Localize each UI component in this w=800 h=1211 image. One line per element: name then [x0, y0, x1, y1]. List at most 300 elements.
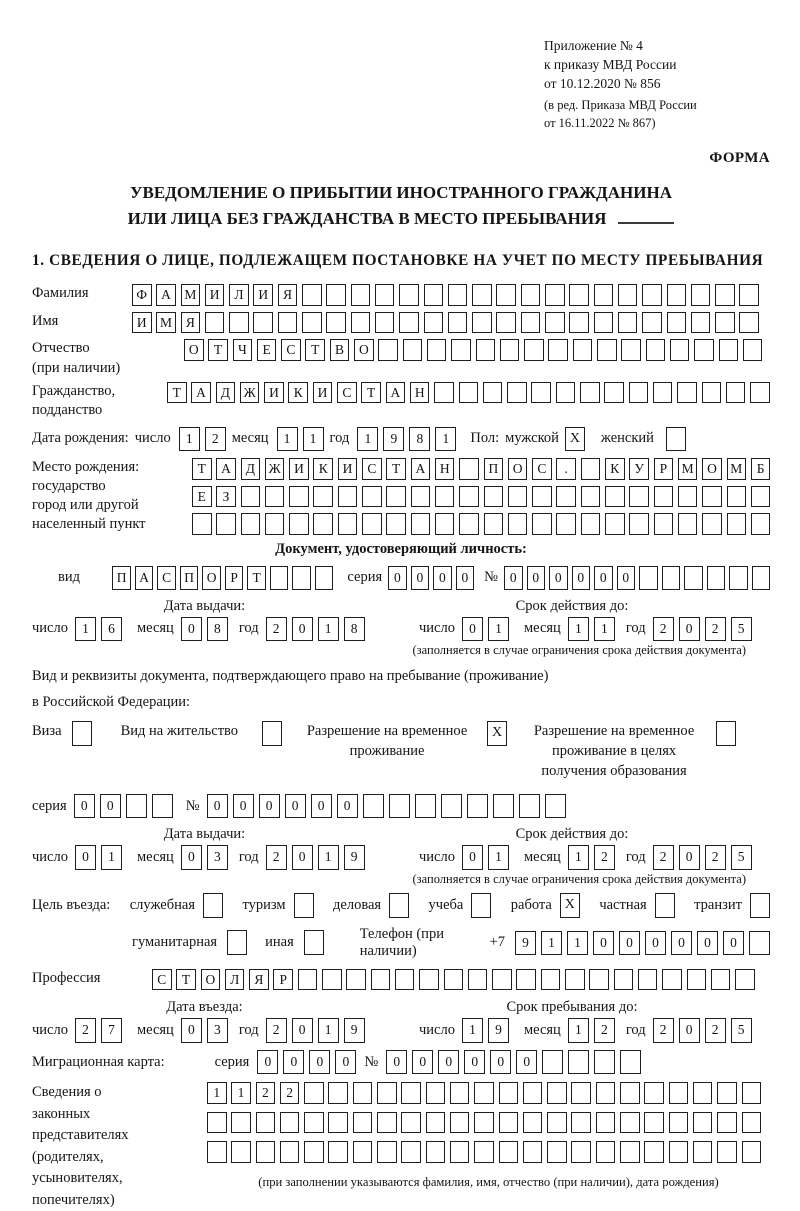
char-cell[interactable] — [256, 1112, 276, 1134]
char-cell[interactable] — [717, 1141, 737, 1163]
char-cell[interactable] — [654, 513, 674, 535]
char-cell[interactable] — [620, 1050, 641, 1075]
char-cell[interactable] — [411, 486, 431, 508]
char-cell[interactable]: 1 — [488, 845, 509, 870]
char-cell[interactable]: Д — [216, 382, 236, 404]
char-cell[interactable] — [596, 1141, 616, 1163]
char-cell[interactable]: 1 — [231, 1082, 251, 1104]
char-cell[interactable] — [571, 1112, 591, 1134]
char-cell[interactable]: П — [484, 458, 504, 480]
char-cell[interactable]: С — [152, 969, 172, 991]
char-cell[interactable] — [377, 1082, 397, 1104]
char-cell[interactable] — [542, 1050, 563, 1075]
char-cell[interactable] — [739, 284, 759, 306]
char-cell[interactable] — [304, 1141, 324, 1163]
char-cell[interactable]: С — [281, 339, 301, 361]
char-cell[interactable]: 0 — [181, 845, 202, 870]
char-cell[interactable] — [742, 1141, 762, 1163]
char-cell[interactable] — [499, 1082, 519, 1104]
char-cell[interactable] — [375, 284, 395, 306]
char-cell[interactable]: 0 — [100, 794, 121, 819]
char-cell[interactable]: 0 — [292, 845, 313, 870]
char-cell[interactable] — [644, 1112, 664, 1134]
char-cell[interactable] — [441, 794, 462, 819]
char-cell[interactable]: 6 — [101, 617, 122, 642]
char-cell[interactable] — [326, 284, 346, 306]
char-cell[interactable] — [589, 969, 609, 991]
char-cell[interactable] — [328, 1112, 348, 1134]
char-cell[interactable]: 8 — [344, 617, 365, 642]
char-cell[interactable] — [472, 284, 492, 306]
char-cell[interactable] — [532, 513, 552, 535]
char-cell[interactable]: 0 — [723, 931, 744, 956]
char-cell[interactable]: 0 — [283, 1050, 304, 1075]
char-cell[interactable] — [371, 969, 391, 991]
char-cell[interactable]: 2 — [205, 427, 226, 452]
char-cell[interactable] — [638, 969, 658, 991]
char-cell[interactable] — [253, 312, 273, 334]
char-cell[interactable] — [231, 1141, 251, 1163]
char-cell[interactable] — [604, 382, 624, 404]
char-cell[interactable] — [569, 284, 589, 306]
purpose-transit-checkbox[interactable] — [750, 893, 770, 918]
char-cell[interactable] — [304, 1082, 324, 1104]
char-cell[interactable]: 1 — [568, 1018, 589, 1043]
char-cell[interactable]: Ж — [240, 382, 260, 404]
char-cell[interactable] — [126, 794, 147, 819]
char-cell[interactable]: 1 — [277, 427, 298, 452]
char-cell[interactable]: 8 — [409, 427, 430, 452]
char-cell[interactable]: 2 — [266, 1018, 287, 1043]
char-cell[interactable] — [353, 1082, 373, 1104]
char-cell[interactable] — [476, 339, 496, 361]
char-cell[interactable]: 0 — [337, 794, 358, 819]
char-cell[interactable] — [450, 1082, 470, 1104]
char-cell[interactable] — [353, 1112, 373, 1134]
char-cell[interactable] — [265, 486, 285, 508]
char-cell[interactable] — [338, 486, 358, 508]
char-cell[interactable] — [207, 1141, 227, 1163]
char-cell[interactable]: 2 — [594, 845, 615, 870]
char-cell[interactable]: Л — [229, 284, 249, 306]
purpose-study-checkbox[interactable] — [471, 893, 491, 918]
char-cell[interactable] — [322, 969, 342, 991]
char-cell[interactable] — [662, 566, 681, 590]
char-cell[interactable] — [363, 794, 384, 819]
char-cell[interactable]: 0 — [679, 1018, 700, 1043]
char-cell[interactable]: 1 — [594, 617, 615, 642]
char-cell[interactable] — [547, 1112, 567, 1134]
char-cell[interactable]: Ф — [132, 284, 152, 306]
char-cell[interactable]: 2 — [653, 845, 674, 870]
char-cell[interactable]: Е — [192, 486, 212, 508]
char-cell[interactable] — [205, 312, 225, 334]
char-cell[interactable]: О — [702, 458, 722, 480]
char-cell[interactable]: С — [337, 382, 357, 404]
char-cell[interactable] — [313, 513, 333, 535]
char-cell[interactable]: 0 — [233, 794, 254, 819]
char-cell[interactable] — [571, 1141, 591, 1163]
char-cell[interactable] — [304, 1112, 324, 1134]
char-cell[interactable] — [743, 339, 763, 361]
char-cell[interactable]: 0 — [433, 566, 452, 590]
char-cell[interactable] — [302, 284, 322, 306]
char-cell[interactable]: 0 — [75, 845, 96, 870]
char-cell[interactable] — [298, 969, 318, 991]
char-cell[interactable]: 3 — [207, 845, 228, 870]
char-cell[interactable]: 0 — [74, 794, 95, 819]
char-cell[interactable]: М — [156, 312, 176, 334]
char-cell[interactable] — [451, 339, 471, 361]
char-cell[interactable]: И — [132, 312, 152, 334]
char-cell[interactable] — [565, 969, 585, 991]
char-cell[interactable]: И — [253, 284, 273, 306]
purpose-official-checkbox[interactable] — [203, 893, 223, 918]
char-cell[interactable]: М — [678, 458, 698, 480]
char-cell[interactable]: Р — [225, 566, 244, 590]
char-cell[interactable] — [735, 969, 755, 991]
char-cell[interactable] — [401, 1112, 421, 1134]
char-cell[interactable]: С — [157, 566, 176, 590]
char-cell[interactable] — [496, 284, 516, 306]
char-cell[interactable]: 0 — [438, 1050, 459, 1075]
char-cell[interactable] — [605, 513, 625, 535]
char-cell[interactable]: Т — [208, 339, 228, 361]
char-cell[interactable] — [328, 1082, 348, 1104]
char-cell[interactable]: . — [556, 458, 576, 480]
char-cell[interactable]: 1 — [207, 1082, 227, 1104]
char-cell[interactable] — [192, 513, 212, 535]
char-cell[interactable]: 0 — [181, 1018, 202, 1043]
char-cell[interactable]: 2 — [256, 1082, 276, 1104]
char-cell[interactable] — [742, 1112, 762, 1134]
char-cell[interactable] — [270, 566, 289, 590]
char-cell[interactable]: 0 — [516, 1050, 537, 1075]
char-cell[interactable]: 0 — [181, 617, 202, 642]
char-cell[interactable]: 0 — [504, 566, 523, 590]
residence-permit-checkbox[interactable] — [262, 721, 282, 746]
char-cell[interactable]: А — [411, 458, 431, 480]
char-cell[interactable]: 2 — [705, 1018, 726, 1043]
char-cell[interactable]: 0 — [593, 931, 614, 956]
char-cell[interactable] — [362, 486, 382, 508]
char-cell[interactable] — [351, 284, 371, 306]
char-cell[interactable]: 0 — [309, 1050, 330, 1075]
char-cell[interactable]: 1 — [303, 427, 324, 452]
char-cell[interactable] — [614, 969, 634, 991]
char-cell[interactable] — [629, 513, 649, 535]
char-cell[interactable]: 0 — [292, 617, 313, 642]
char-cell[interactable] — [448, 312, 468, 334]
char-cell[interactable] — [547, 1082, 567, 1104]
char-cell[interactable] — [684, 566, 703, 590]
sex-male-checkbox[interactable]: X — [565, 427, 585, 451]
char-cell[interactable]: 9 — [344, 1018, 365, 1043]
char-cell[interactable] — [693, 1141, 713, 1163]
char-cell[interactable]: 9 — [344, 845, 365, 870]
char-cell[interactable] — [729, 566, 748, 590]
char-cell[interactable] — [547, 1141, 567, 1163]
char-cell[interactable] — [711, 969, 731, 991]
char-cell[interactable] — [605, 486, 625, 508]
char-cell[interactable] — [662, 969, 682, 991]
char-cell[interactable] — [678, 486, 698, 508]
char-cell[interactable] — [207, 1112, 227, 1134]
char-cell[interactable] — [693, 1112, 713, 1134]
char-cell[interactable]: 5 — [731, 617, 752, 642]
char-cell[interactable]: 1 — [101, 845, 122, 870]
char-cell[interactable] — [581, 513, 601, 535]
char-cell[interactable] — [677, 382, 697, 404]
char-cell[interactable] — [450, 1112, 470, 1134]
char-cell[interactable]: Л — [225, 969, 245, 991]
char-cell[interactable] — [751, 486, 771, 508]
char-cell[interactable] — [484, 486, 504, 508]
sex-female-checkbox[interactable] — [666, 427, 686, 451]
char-cell[interactable] — [496, 312, 516, 334]
char-cell[interactable] — [375, 312, 395, 334]
char-cell[interactable] — [427, 339, 447, 361]
purpose-humanitarian-checkbox[interactable] — [227, 930, 247, 955]
char-cell[interactable]: А — [386, 382, 406, 404]
char-cell[interactable]: 1 — [75, 617, 96, 642]
char-cell[interactable]: 1 — [462, 1018, 483, 1043]
purpose-work-checkbox[interactable]: X — [560, 893, 580, 918]
char-cell[interactable] — [280, 1112, 300, 1134]
char-cell[interactable] — [507, 382, 527, 404]
char-cell[interactable]: А — [216, 458, 236, 480]
char-cell[interactable]: 5 — [731, 1018, 752, 1043]
char-cell[interactable] — [315, 566, 334, 590]
char-cell[interactable]: Д — [241, 458, 261, 480]
char-cell[interactable]: П — [112, 566, 131, 590]
char-cell[interactable]: Р — [654, 458, 674, 480]
char-cell[interactable] — [378, 339, 398, 361]
char-cell[interactable] — [653, 382, 673, 404]
char-cell[interactable] — [669, 1112, 689, 1134]
char-cell[interactable] — [415, 794, 436, 819]
char-cell[interactable]: Т — [247, 566, 266, 590]
char-cell[interactable]: 0 — [207, 794, 228, 819]
char-cell[interactable] — [386, 513, 406, 535]
char-cell[interactable] — [556, 486, 576, 508]
char-cell[interactable] — [508, 486, 528, 508]
char-cell[interactable]: А — [156, 284, 176, 306]
char-cell[interactable] — [691, 312, 711, 334]
char-cell[interactable]: Р — [273, 969, 293, 991]
char-cell[interactable] — [670, 339, 690, 361]
char-cell[interactable] — [569, 312, 589, 334]
char-cell[interactable]: К — [288, 382, 308, 404]
char-cell[interactable] — [750, 382, 770, 404]
char-cell[interactable] — [389, 794, 410, 819]
char-cell[interactable] — [742, 1082, 762, 1104]
char-cell[interactable]: 7 — [101, 1018, 122, 1043]
char-cell[interactable]: 1 — [568, 617, 589, 642]
char-cell[interactable] — [548, 339, 568, 361]
char-cell[interactable] — [265, 513, 285, 535]
char-cell[interactable]: 1 — [318, 1018, 339, 1043]
char-cell[interactable] — [596, 1082, 616, 1104]
char-cell[interactable] — [581, 458, 601, 480]
char-cell[interactable]: Н — [435, 458, 455, 480]
char-cell[interactable]: Т — [386, 458, 406, 480]
char-cell[interactable] — [152, 794, 173, 819]
char-cell[interactable]: Б — [751, 458, 771, 480]
char-cell[interactable]: И — [205, 284, 225, 306]
char-cell[interactable] — [435, 513, 455, 535]
char-cell[interactable] — [531, 382, 551, 404]
char-cell[interactable] — [492, 969, 512, 991]
char-cell[interactable]: 1 — [567, 931, 588, 956]
char-cell[interactable] — [568, 1050, 589, 1075]
char-cell[interactable]: 0 — [311, 794, 332, 819]
char-cell[interactable] — [639, 566, 658, 590]
char-cell[interactable] — [399, 284, 419, 306]
char-cell[interactable]: К — [313, 458, 333, 480]
char-cell[interactable] — [669, 1141, 689, 1163]
char-cell[interactable] — [241, 513, 261, 535]
char-cell[interactable] — [229, 312, 249, 334]
char-cell[interactable] — [573, 339, 593, 361]
char-cell[interactable] — [545, 794, 566, 819]
char-cell[interactable] — [499, 1112, 519, 1134]
char-cell[interactable]: 0 — [679, 845, 700, 870]
char-cell[interactable] — [483, 382, 503, 404]
char-cell[interactable]: 3 — [207, 1018, 228, 1043]
char-cell[interactable]: 9 — [515, 931, 536, 956]
char-cell[interactable] — [493, 794, 514, 819]
char-cell[interactable] — [474, 1082, 494, 1104]
char-cell[interactable]: 0 — [388, 566, 407, 590]
char-cell[interactable]: 0 — [671, 931, 692, 956]
char-cell[interactable] — [516, 969, 536, 991]
char-cell[interactable] — [749, 931, 770, 956]
char-cell[interactable] — [669, 1082, 689, 1104]
char-cell[interactable]: 9 — [383, 427, 404, 452]
char-cell[interactable] — [289, 486, 309, 508]
char-cell[interactable]: Ч — [233, 339, 253, 361]
char-cell[interactable] — [302, 312, 322, 334]
char-cell[interactable]: О — [354, 339, 374, 361]
char-cell[interactable]: 1 — [318, 617, 339, 642]
char-cell[interactable] — [524, 339, 544, 361]
char-cell[interactable] — [459, 458, 479, 480]
char-cell[interactable] — [424, 284, 444, 306]
char-cell[interactable] — [702, 486, 722, 508]
char-cell[interactable] — [241, 486, 261, 508]
char-cell[interactable] — [727, 513, 747, 535]
char-cell[interactable] — [377, 1112, 397, 1134]
char-cell[interactable]: И — [338, 458, 358, 480]
char-cell[interactable] — [448, 284, 468, 306]
char-cell[interactable] — [571, 1082, 591, 1104]
char-cell[interactable] — [351, 312, 371, 334]
char-cell[interactable]: Я — [278, 284, 298, 306]
char-cell[interactable]: 2 — [266, 845, 287, 870]
char-cell[interactable]: Т — [176, 969, 196, 991]
char-cell[interactable] — [386, 486, 406, 508]
char-cell[interactable]: Т — [361, 382, 381, 404]
char-cell[interactable]: И — [289, 458, 309, 480]
char-cell[interactable]: 9 — [488, 1018, 509, 1043]
char-cell[interactable] — [594, 284, 614, 306]
purpose-business-checkbox[interactable] — [389, 893, 409, 918]
char-cell[interactable] — [401, 1141, 421, 1163]
char-cell[interactable] — [597, 339, 617, 361]
char-cell[interactable]: 0 — [386, 1050, 407, 1075]
char-cell[interactable] — [581, 486, 601, 508]
char-cell[interactable] — [519, 794, 540, 819]
char-cell[interactable] — [521, 312, 541, 334]
char-cell[interactable]: А — [191, 382, 211, 404]
char-cell[interactable]: Я — [181, 312, 201, 334]
char-cell[interactable]: 0 — [617, 566, 636, 590]
char-cell[interactable] — [426, 1112, 446, 1134]
char-cell[interactable]: Ж — [265, 458, 285, 480]
char-cell[interactable] — [500, 339, 520, 361]
char-cell[interactable] — [556, 382, 576, 404]
char-cell[interactable] — [459, 486, 479, 508]
char-cell[interactable]: 0 — [456, 566, 475, 590]
char-cell[interactable]: С — [532, 458, 552, 480]
char-cell[interactable]: 1 — [179, 427, 200, 452]
char-cell[interactable] — [399, 312, 419, 334]
char-cell[interactable]: 2 — [266, 617, 287, 642]
char-cell[interactable] — [346, 969, 366, 991]
char-cell[interactable]: П — [180, 566, 199, 590]
char-cell[interactable] — [687, 969, 707, 991]
char-cell[interactable]: 2 — [705, 617, 726, 642]
char-cell[interactable]: 0 — [335, 1050, 356, 1075]
char-cell[interactable] — [338, 513, 358, 535]
char-cell[interactable]: 0 — [572, 566, 591, 590]
char-cell[interactable]: И — [264, 382, 284, 404]
char-cell[interactable] — [629, 486, 649, 508]
char-cell[interactable]: И — [313, 382, 333, 404]
char-cell[interactable] — [693, 1082, 713, 1104]
char-cell[interactable]: 2 — [594, 1018, 615, 1043]
char-cell[interactable]: К — [605, 458, 625, 480]
char-cell[interactable] — [702, 513, 722, 535]
char-cell[interactable] — [629, 382, 649, 404]
char-cell[interactable]: 0 — [462, 845, 483, 870]
visa-checkbox[interactable] — [72, 721, 92, 746]
char-cell[interactable]: А — [135, 566, 154, 590]
char-cell[interactable] — [654, 486, 674, 508]
char-cell[interactable] — [459, 513, 479, 535]
char-cell[interactable]: М — [181, 284, 201, 306]
char-cell[interactable]: В — [330, 339, 350, 361]
char-cell[interactable]: 0 — [527, 566, 546, 590]
char-cell[interactable] — [620, 1112, 640, 1134]
char-cell[interactable] — [523, 1141, 543, 1163]
char-cell[interactable] — [621, 339, 641, 361]
char-cell[interactable]: 2 — [75, 1018, 96, 1043]
char-cell[interactable] — [508, 513, 528, 535]
char-cell[interactable] — [717, 1112, 737, 1134]
char-cell[interactable] — [362, 513, 382, 535]
char-cell[interactable]: Т — [167, 382, 187, 404]
char-cell[interactable]: Е — [257, 339, 277, 361]
char-cell[interactable]: 1 — [568, 845, 589, 870]
char-cell[interactable] — [521, 284, 541, 306]
char-cell[interactable]: 0 — [490, 1050, 511, 1075]
edu-residence-checkbox[interactable] — [716, 721, 736, 746]
char-cell[interactable] — [419, 969, 439, 991]
char-cell[interactable] — [678, 513, 698, 535]
char-cell[interactable]: О — [508, 458, 528, 480]
